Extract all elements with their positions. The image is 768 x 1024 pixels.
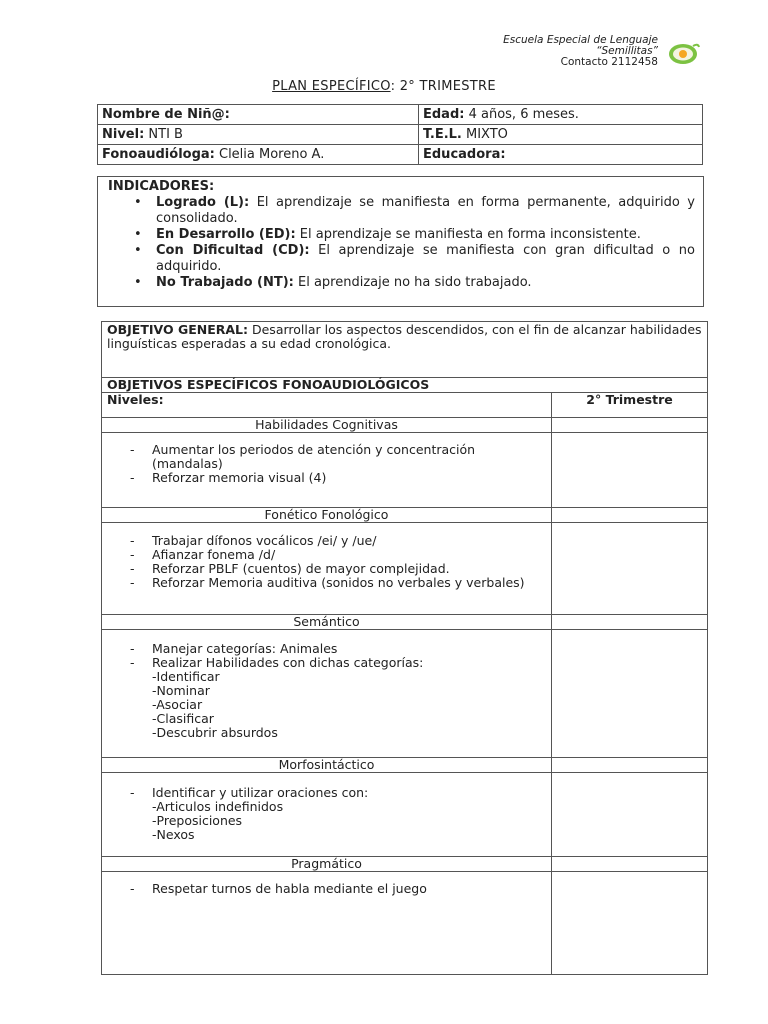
fonoaudiologa-cell: Fonoaudióloga: Clelia Moreno A. bbox=[98, 145, 419, 165]
indicador-con-dificultad: • Con Dificultad (CD): El aprendizaje se manifiesta con gran dificultad o no adquirido. bbox=[134, 243, 695, 274]
evaluation-cell[interactable] bbox=[552, 433, 708, 508]
indicador-logrado: • Logrado (L): El aprendizaje se manifiesta en forma permanente, adquirido y consolidado. bbox=[134, 195, 695, 226]
sub-item: -Identificar bbox=[152, 669, 220, 684]
section-title-blank bbox=[552, 857, 708, 872]
indicador-no-trabajado: • No Trabajado (NT): El aprendizaje no ha sido trabajado. bbox=[134, 275, 532, 290]
nivel-cell: Nivel: NTI B bbox=[98, 125, 419, 145]
section-title-cognitivas: Habilidades Cognitivas bbox=[102, 418, 552, 433]
list-item: - Respetar turnos de habla mediante el juego bbox=[130, 881, 427, 896]
section-title-morfosintactico: Morfosintáctico bbox=[102, 758, 552, 773]
evaluation-cell[interactable] bbox=[552, 773, 708, 857]
niveles-header: Niveles: bbox=[102, 393, 552, 418]
section-title-fonetico: Fonético Fonológico bbox=[102, 508, 552, 523]
list-item: - Manejar categorías: Animales bbox=[130, 641, 338, 656]
plan-table bbox=[101, 321, 708, 975]
nombre-cell: Nombre de Niñ@: bbox=[98, 105, 419, 125]
indicadores-list bbox=[108, 195, 695, 291]
sub-item: -Preposiciones bbox=[152, 813, 243, 828]
section-title-pragmatico: Pragmático bbox=[102, 857, 552, 872]
page-title bbox=[0, 79, 768, 94]
sub-item: -Articulos indefinidos bbox=[152, 799, 284, 814]
school-name: Escuela Especial de Lenguaje bbox=[503, 34, 658, 46]
contact-number: Contacto 2112458 bbox=[560, 56, 658, 68]
tel-cell: T.E.L. MIXTO bbox=[419, 125, 703, 145]
section-body-fonetico bbox=[102, 523, 552, 615]
sub-item: -Nominar bbox=[152, 683, 210, 698]
section-body-morfosintactico bbox=[102, 773, 552, 857]
list-item: - Identificar y utilizar oraciones con: bbox=[130, 785, 369, 800]
indicadores-box bbox=[97, 176, 704, 307]
title-rest: : 2° TRIMESTRE bbox=[390, 79, 496, 94]
list-item: - Trabajar dífonos vocálicos /ei/ y /ue/ bbox=[130, 533, 377, 548]
school-logo bbox=[667, 41, 701, 67]
list-item: - Realizar Habilidades con dichas categorías: bbox=[130, 655, 424, 670]
indicadores-heading: INDICADORES: bbox=[108, 179, 215, 194]
section-body-semantico bbox=[102, 630, 552, 758]
list-item: - Afianzar fonema /d/ bbox=[130, 547, 276, 562]
educadora-cell: Educadora: bbox=[419, 145, 703, 165]
section-title-semantico: Semántico bbox=[102, 615, 552, 630]
list-item: - Aumentar los periodos de atención y concentración (mandalas) bbox=[130, 442, 476, 471]
list-item: - Reforzar memoria visual (4) bbox=[130, 470, 327, 485]
section-title-blank bbox=[552, 615, 708, 630]
section-title-blank bbox=[552, 418, 708, 433]
title-underlined: PLAN ESPECÍFICO bbox=[272, 79, 391, 94]
edad-cell: Edad: 4 años, 6 meses. bbox=[419, 105, 703, 125]
list-item: - Reforzar PBLF (cuentos) de mayor complejidad. bbox=[130, 561, 450, 576]
sub-item: -Nexos bbox=[152, 827, 195, 842]
section-body-pragmatico bbox=[102, 872, 552, 975]
sub-item: -Asociar bbox=[152, 697, 203, 712]
sub-item: -Descubrir absurdos bbox=[152, 725, 278, 740]
objetivo-general-cell: OBJETIVO GENERAL: Desarrollar los aspectos descendidos, con el fin de alcanzar habilidades linguísticas esperadas a su edad cronológica. bbox=[102, 322, 708, 378]
indicador-en-desarrollo: • En Desarrollo (ED): El aprendizaje se manifiesta en forma inconsistente. bbox=[134, 227, 641, 242]
section-body-cognitivas bbox=[102, 433, 552, 508]
evaluation-cell[interactable] bbox=[552, 872, 708, 975]
section-title-blank bbox=[552, 508, 708, 523]
list-item: - Reforzar Memoria auditiva (sonidos no verbales y verbales) bbox=[130, 575, 525, 590]
objetivos-especificos-cell: OBJETIVOS ESPECÍFICOS FONOAUDIOLÓGICOS bbox=[102, 378, 708, 393]
info-table bbox=[97, 104, 703, 165]
section-title-blank bbox=[552, 758, 708, 773]
evaluation-cell[interactable] bbox=[552, 630, 708, 758]
school-nickname: “Semillitas” bbox=[596, 45, 658, 57]
evaluation-cell[interactable] bbox=[552, 523, 708, 615]
sub-item: -Clasificar bbox=[152, 711, 214, 726]
trimestre-header: 2° Trimestre bbox=[552, 393, 708, 418]
